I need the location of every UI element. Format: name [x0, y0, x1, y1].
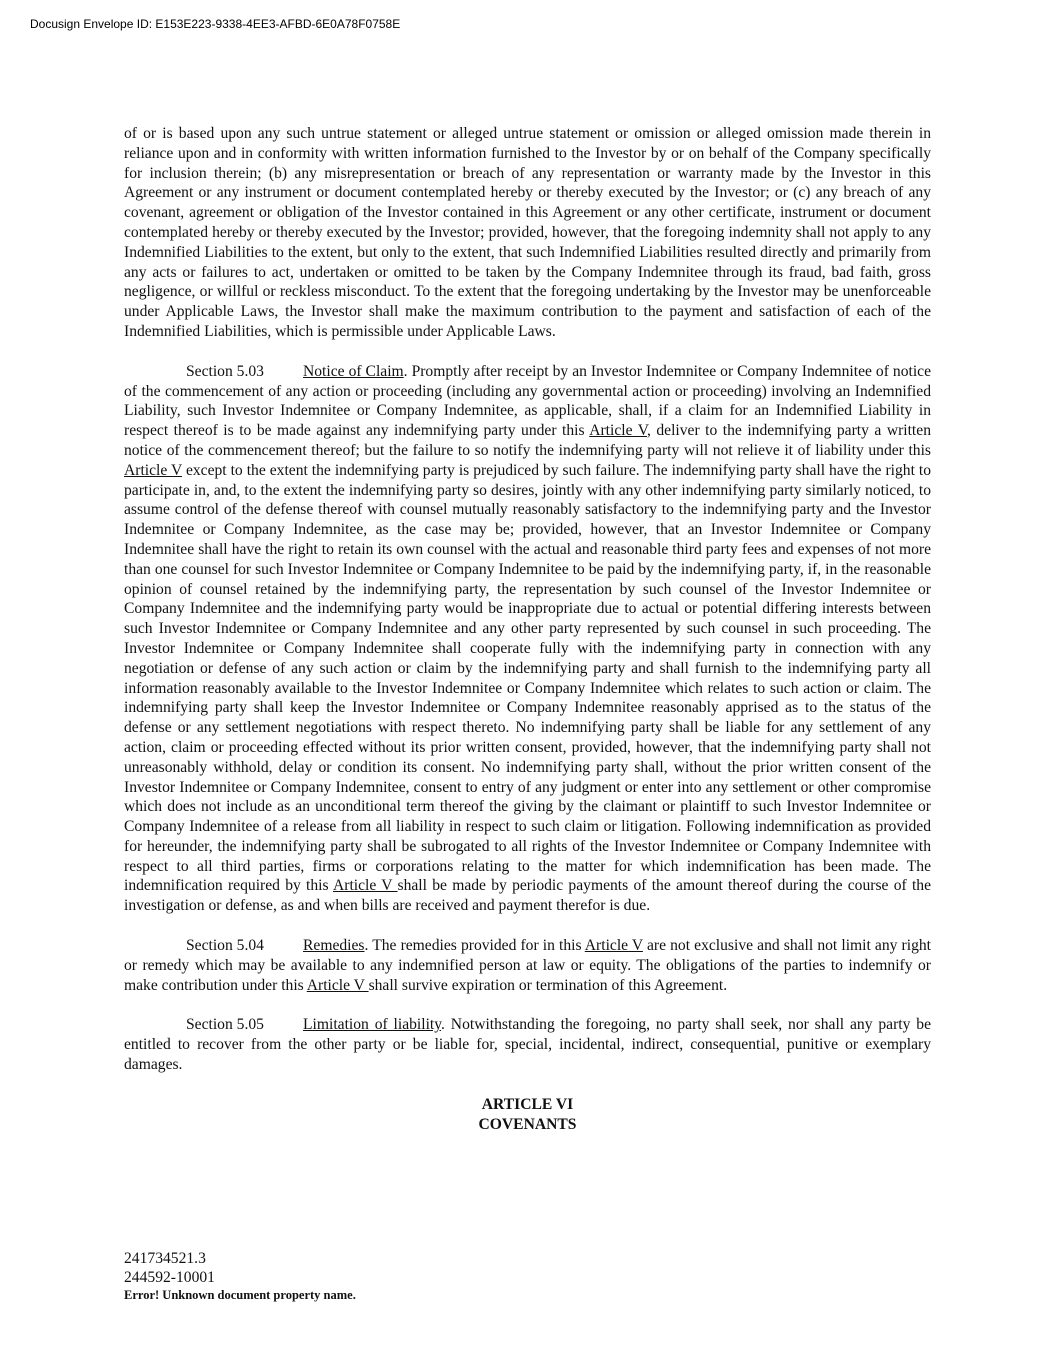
section-5-05-title: Limitation of liability: [303, 1016, 442, 1034]
document-body: [124, 124, 931, 1134]
article-v-reference: Article V: [333, 877, 398, 895]
section-5-04-number: Section 5.04: [186, 937, 264, 955]
section-5-03-number: Section 5.03: [186, 362, 264, 380]
section-5-04-title: Remedies: [303, 937, 365, 955]
section-5-04-text-3: shall survive expiration or termination of this Agreement.: [368, 976, 728, 994]
section-5-03-text-4: shall be made by periodic payments of the amount thereof during the course of the investigation or defense, as and when bills are received and payment therefor is due.: [124, 877, 932, 915]
section-5-03-text-3: except to the extent the indemnifying party is prejudiced by such failure. The indemnifying party shall have the right to participate in, and, to the extent the indemnifying party so desires, jointly with any other indemnifying party similarly noticed, to assume control of the defense thereof with counsel mutually reasonably satisfactory to the indemnifying party and the Investor Indemnitee or Company Indemnitee, as the case may be; provided, however, that an Investor Indemnitee or Company Indemnitee shall have the right to retain its own counsel with the actual and reasonable third party fees and expenses of not more than one counsel for such Investor Indemnitee or Company Indemnitee to be paid by the indemnifying party, if, in the reasonable opinion of counsel retained by the indemnifying party, the representation by such counsel of the Investor Indemnitee or Company Indemnitee and the indemnifying party would be inappropriate due to actual or potential differing interests between such Investor Indemnitee or Company Indemnitee and any other party represented by such counsel in such proceeding. The Investor Indemnitee or Company Indemnitee shall cooperate fully with the indemnifying party in connection with any negotiation or defense of any such action or claim by the indemnifying party and shall furnish to the indemnifying party all information reasonably available to the Investor Indemnitee or Company Indemnitee which relates to such action or claim. The indemnifying party shall keep the Investor Indemnitee or Company Indemnitee reasonably apprised as to the status of the defense or any settlement negotiations with respect thereto. No indemnifying party shall be liable for any settlement of any action, claim or proceeding effected without its prior written consent, provided, however, that the indemnifying party shall not unreasonably withhold, delay or condition its consent. No indemnifying party shall, without the prior written consent of the Investor Indemnitee or Company Indemnitee, consent to entry of any judgment or enter into any settlement or other compromise which does not include as an unconditional term thereof the giving by the claimant or plaintiff to such Investor Indemnitee or Company Indemnitee of a release from all liability in respect to such claim or litigation. Following indemnification as provided for hereunder, the indemnifying party shall be subrogated to all rights of the Investor Indemnitee or Company Indemnitee with respect to all third parties, firms or corporations relating to the matter for which indemnification has been made. The indemnification required by this: [124, 461, 931, 895]
section-5-05-paragraph: [124, 1015, 931, 1074]
section-5-03-text-1: . Promptly after receipt by an Investor Indemnitee or Company Indemnitee of notice of the commencement of any action or proceeding (including any governmental action or proceeding) involving an Indemnified Liability, such Investor Indemnitee or Company Indemnitee, as applicable, shall, if a claim for an Indemnified Liability in respect thereof is to be made against any indemnifying party under this: [124, 362, 931, 440]
section-5-04-paragraph: [124, 936, 931, 995]
article-number-heading: ARTICLE VI: [481, 1095, 574, 1113]
property-error-text: Error! Unknown document property name.: [124, 1288, 356, 1302]
section-5-03-title: Notice of Claim: [303, 362, 404, 380]
article-v-reference: Article V: [306, 976, 369, 994]
continuation-text: of or is based upon any such untrue statement or alleged untrue statement or omission or alleged omission made therein in reliance upon and in conformity with written information furnished to the Investor by or on behalf of the Company specifically for inclusion therein; (b) any misrepresentation or breach of any representation or warranty made by the Investor in this Agreement or any instrument or document contemplated hereby or thereby executed by the Investor; or (c) any breach of any covenant, agreement or obligation of the Investor contained in this Agreement or any other certificate, instrument or document contemplated hereby or thereby executed by the Investor; provided, however, that the foregoing indemnity shall not apply to any Indemnified Liabilities to the extent, but only to the extent, that such Indemnified Liabilities resulted directly and primarily from any acts or failures to act, undertaken or omitted to be taken by the Company Indemnitee through its fraud, bad faith, gross negligence, or willful or reckless misconduct. To the extent that the foregoing undertaking by the Investor may be unenforceable under Applicable Laws, the Investor shall make the maximum contribution to the payment and satisfaction of each of the Indemnified Liabilities, which is permissible under Applicable Laws.: [124, 125, 931, 340]
section-5-04-text-2: are not exclusive and shall not limit any right or remedy which may be available to any indemnified person at law or equity. The obligations of the parties to indemnify or make contribution under this: [124, 937, 931, 994]
article-v-reference: Article V: [584, 937, 643, 955]
article-v-reference: Article V: [589, 422, 647, 440]
section-5-03-text-2: , deliver to the indemnifying party a written notice of the commencement thereof; but the failure to so notify the indemnifying party will not relieve it of liability under this: [124, 422, 931, 459]
docusign-envelope-id: Docusign Envelope ID: E153E223-9338-4EE3-AFBD-6E0A78F0758E: [30, 17, 401, 31]
section-5-05-text-1: . Notwithstanding the foregoing, no party shall seek, nor shall any party be entitled to recover from the other party or be liable for, special, incidental, indirect, consequential, punitive or exemplary damages.: [124, 1016, 931, 1074]
page-footer: [124, 1249, 356, 1304]
article-v-reference: Article V: [124, 461, 182, 479]
section-5-05-number: Section 5.05: [186, 1016, 264, 1034]
matter-number: 244592-10001: [124, 1269, 215, 1286]
section-5-03-paragraph: [124, 362, 931, 916]
article-title-heading: COVENANTS: [478, 1115, 577, 1133]
section-5-04-text-1: . The remedies provided for in this: [364, 937, 585, 955]
continuation-paragraph: [124, 124, 931, 342]
document-number: 241734521.3: [124, 1250, 206, 1267]
